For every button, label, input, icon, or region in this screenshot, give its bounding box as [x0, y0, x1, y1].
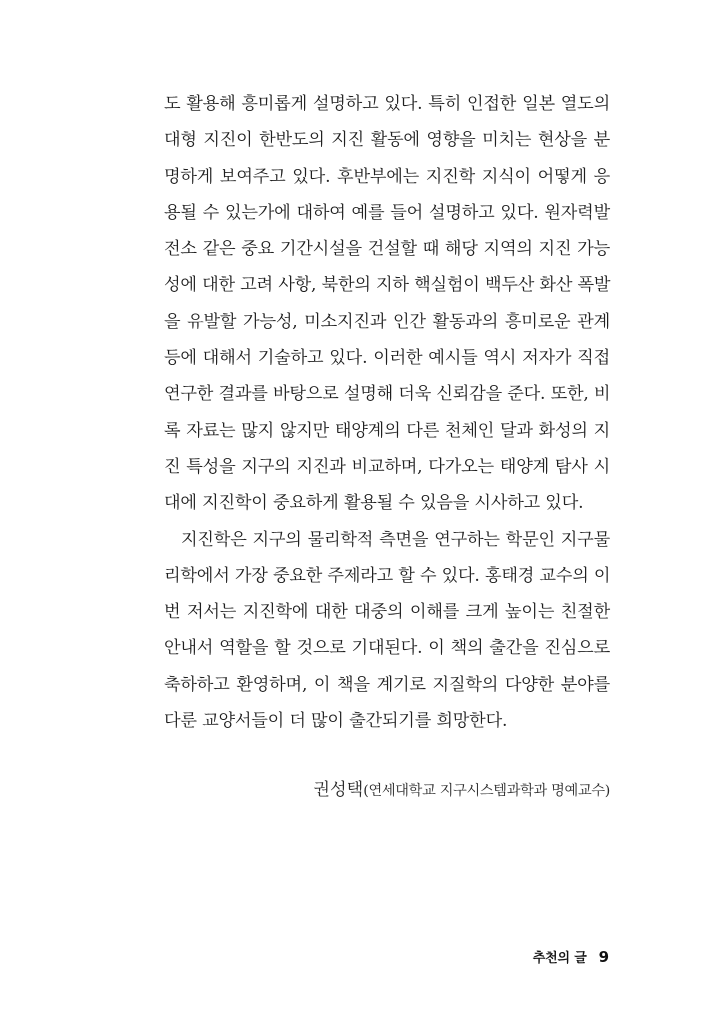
text-line: 축하하고 환영하며, 이 책을 계기로 지질학의 다양한 분야를 — [164, 674, 610, 695]
text-line: 리학에서 가장 중요한 주제라고 할 수 있다. 홍태경 교수의 이 — [164, 565, 611, 586]
text-line: 전소 같은 중요 기간시설을 건설할 때 해당 지역의 지진 가능 — [164, 239, 610, 260]
text-line: 안내서 역할을 할 것으로 기대된다. 이 책의 출간을 진심으로 — [164, 638, 610, 659]
text-line: 번 저서는 지진학에 대한 대중의 이해를 크게 높이는 친절한 — [164, 602, 610, 623]
paragraph-end-line: 대에 지진학이 중요하게 활용될 수 있음을 시사하고 있다. — [164, 493, 584, 514]
text-line: 성에 대한 고려 사항, 북한의 지하 핵실험이 백두산 화산 폭발 — [164, 275, 611, 296]
page-number: 9 — [598, 948, 609, 966]
author-signature — [313, 772, 610, 808]
text-line: 록 자료는 많지 않지만 태양계의 다른 천체인 달과 화성의 지 — [164, 420, 610, 441]
text-line: 진 특성을 지구의 지진과 비교하며, 다가오는 태양계 탐사 시 — [164, 456, 610, 477]
section-label: 추천의 글 — [532, 951, 587, 966]
text-line: 대형 지진이 한반도의 지진 활동에 영향을 미치는 현상을 분 — [164, 130, 610, 151]
paragraph-end-line: 다룬 교양서들이 더 많이 출간되기를 희망한다. — [164, 711, 508, 732]
body-text — [164, 86, 610, 739]
page-footer — [533, 944, 609, 970]
text-line: 을 유발할 가능성, 미소지진과 인간 활동과의 흥미로운 관계 — [164, 311, 610, 332]
text-line: 도 활용해 흥미롭게 설명하고 있다. 특히 인접한 일본 열도의 — [164, 94, 610, 114]
text-line: 명하게 보여주고 있다. 후반부에는 지진학 지식이 어떻게 응 — [164, 166, 610, 187]
text-line: 용될 수 있는가에 대하여 예를 들어 설명하고 있다. 원자력발 — [164, 202, 610, 223]
author-name: 권성택 — [313, 780, 364, 800]
author-affiliation: (연세대학교 지구시스템과학과 명예교수) — [363, 783, 610, 799]
paragraph-start-line: 지진학은 지구의 물리학적 측면을 연구하는 학문인 지구물 — [181, 529, 610, 550]
text-line: 등에 대해서 기술하고 있다. 이러한 예시들 역시 저자가 직접 — [164, 348, 610, 369]
text-line: 연구한 결과를 바탕으로 설명해 더욱 신뢰감을 준다. 또한, 비 — [164, 384, 611, 405]
